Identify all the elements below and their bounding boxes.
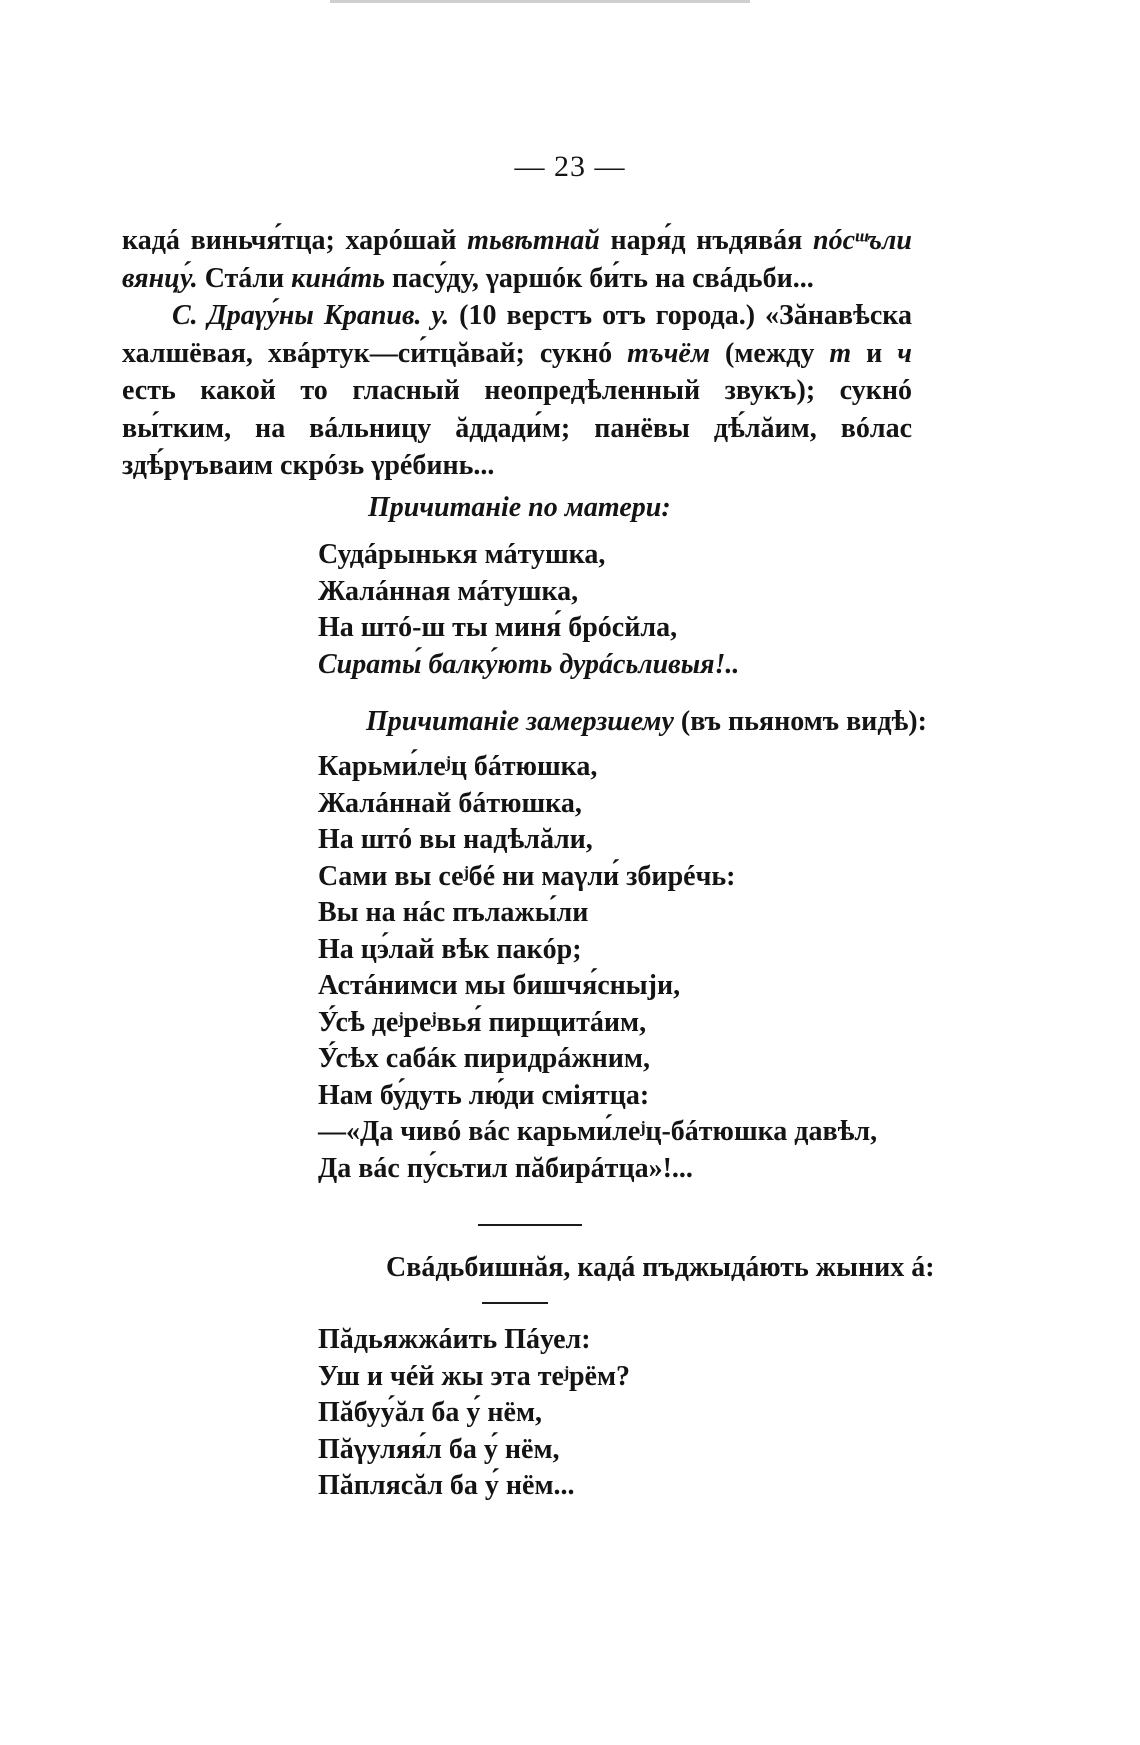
section-divider-rule: [478, 1224, 582, 1226]
heading-lament-mother: [368, 492, 671, 524]
verse-line: Сираты́ балку́ють дурáсьливыя!..: [318, 648, 740, 680]
prose-text: (10 верстъ отъ города.) «Зăнавѣска халшёвая, хвáртук—си́тцăвай; сукнó: [122, 300, 912, 369]
heading-lament-frozen: [366, 706, 927, 738]
short-divider-rule: [482, 1302, 548, 1304]
prose-italic: тъчём: [627, 337, 711, 369]
prose-italic: кинáть: [291, 262, 386, 294]
prose-text: Стáли: [197, 262, 292, 294]
heading-lament-mother-text: Причитаніе по матери:: [368, 492, 671, 523]
verse-line: Пăплясăл ба у́ нём...: [318, 1470, 575, 1501]
verse-line: Пăдьяжжáить Пáуел:: [318, 1324, 591, 1355]
verse-line: Судáрынькя мáтушка,: [318, 539, 606, 570]
prose-italic: пóсᵚъли вянцу́.: [122, 225, 912, 294]
verse-line: Пăγуляя́л ба у́ нём,: [318, 1433, 560, 1465]
prose-paragraph-1: [122, 222, 912, 297]
prose-italic: т: [829, 337, 852, 369]
verse-line: Жалáнная мáтушка,: [318, 575, 579, 607]
verse-lament-mother: [318, 537, 739, 683]
verse-line: Пăбуу́ăл ба у́ нём,: [318, 1397, 543, 1428]
verse-line: Вы на нáс пълажы́ли: [318, 897, 589, 928]
prose-block: [122, 222, 912, 485]
prose-italic: ч: [897, 337, 912, 369]
verse-lament-frozen: [318, 749, 877, 1187]
prose-text: наря́д нъдявáя: [599, 225, 814, 256]
prose-paragraph-2: [122, 297, 912, 485]
prose-text: пасу́ду, γаршóк би́ть на свáдьби...: [385, 262, 814, 294]
verse-line: Да вáс пу́сьтил пăбирáтца»!...: [318, 1152, 693, 1184]
heading-wedding-song: Свáдьбишнăя, кадá пъджыдáють жыних á:: [386, 1252, 935, 1283]
verse-line: У́сѣх сабáк пиридрáжним,: [318, 1043, 651, 1074]
verse-wedding-song: [318, 1322, 630, 1505]
verse-line: На цэ́лай вѣк пакóр;: [318, 933, 582, 965]
verse-line: —«Да чивó вáс карьми́леʲц-бáтюшка давѣл,: [318, 1116, 878, 1147]
prose-italic: тьвѣтнай: [467, 225, 600, 256]
prose-text: (между: [710, 337, 830, 369]
verse-line: У́сѣ деʲреʲвья́ пирщитáим,: [318, 1006, 647, 1038]
verse-line: Жалáннай бáтюшка,: [318, 787, 582, 819]
prose-italic: С. Драγу́ны Крапив. у.: [172, 300, 450, 331]
page-number: — 23 —: [514, 150, 626, 183]
verse-line: На штó вы надѣлăли,: [318, 824, 593, 855]
verse-line: Уш и чéй жы эта теʲрём?: [318, 1360, 631, 1392]
verse-line: Сами вы сеʲбé ни маγли́ збирéчь:: [318, 860, 736, 892]
top-edge-rule: [330, 0, 750, 3]
prose-text: и: [851, 337, 898, 369]
verse-line: Астáнимси мы бишчя́сныjи,: [318, 970, 681, 1001]
heading-lament-frozen-italic: Причитаніе замерзшему: [366, 706, 674, 737]
verse-line: Нам бу́дуть лю́ди сміятца:: [318, 1079, 650, 1111]
heading-lament-frozen-text: (въ пьяномъ видѣ):: [673, 706, 927, 737]
prose-text: есть какой то гласный неопредѣленный звукъ); сукнó вы́тким, на вáльницу ăддади́м; панёвы дѣ́лăим, вóлас здѣ́рγъваим скрóзь γрéбинь...: [122, 375, 912, 481]
verse-line: Карьми́леʲц бáтюшка,: [318, 751, 598, 782]
verse-line: На штó-ш ты миня́ брóсйла,: [318, 612, 678, 643]
prose-text: кадá виньчя́тца; харóшай: [122, 225, 468, 256]
